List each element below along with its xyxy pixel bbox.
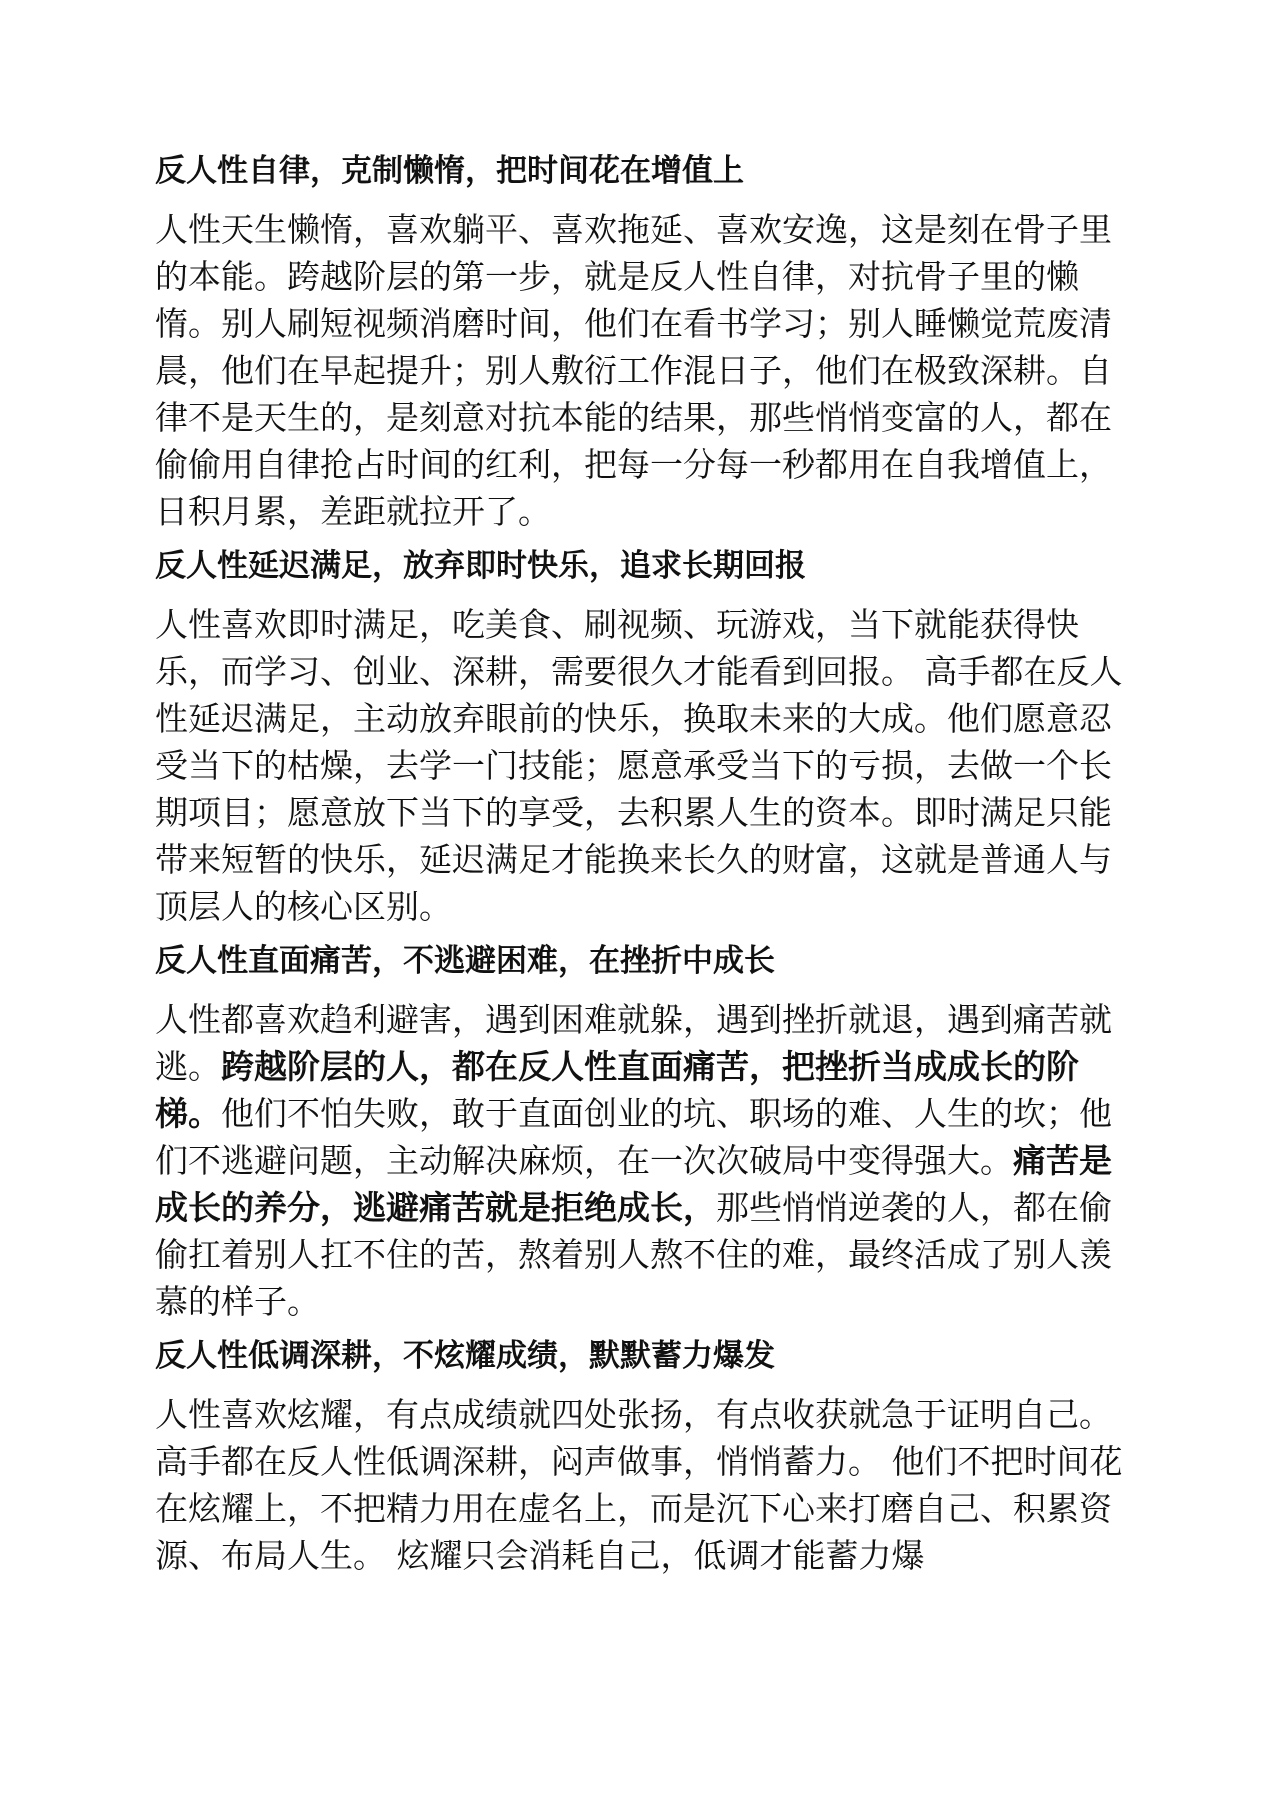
section-heading-self-discipline: 反人性自律，克制懒惰，把时间花在增值上 <box>155 153 744 189</box>
paragraph-text: 人性都喜欢趋利避害，遇到困难就躲，遇到挫折就退，遇到痛苦就逃。 <box>155 1000 1112 1086</box>
paragraph-emphasis: 跨越阶层的人，都在反人性直面痛苦，把挫折当成成长的阶梯。 <box>155 1047 1079 1133</box>
section-paragraph-face-pain <box>155 996 1123 1325</box>
document-page <box>155 148 1123 1587</box>
paragraph-text: 他们不怕失败，敢于直面创业的坑、职场的难、人生的坎；他们不逃避问题，主动解决麻烦，在一次次破局中变得强大。 <box>155 1094 1112 1180</box>
section-paragraph-low-profile: 人性喜欢炫耀，有点成绩就四处张扬，有点收获就急于证明自己。高手都在反人性低调深耕，闷声做事，悄悄蓄力。 他们不把时间花在炫耀上，不把精力用在虚名上，而是沉下心来打磨自己、积累资源、布局人生。 炫耀只会消耗自己，低调才能蓄力爆 <box>155 1395 1123 1575</box>
section-paragraph-delayed-gratification: 人性喜欢即时满足，吃美食、刷视频、玩游戏，当下就能获得快乐，而学习、创业、深耕，需要很久才能看到回报。 高手都在反人性延迟满足，主动放弃眼前的快乐，换取未来的大成。他们愿意忍受当下的枯燥，去学一门技能；愿意承受当下的亏损，去做一个长期项目；愿意放下当下的享受，去积累人生的资本。即时满足只能带来短暂的快乐，延迟满足才能换来长久的财富，这就是普通人与顶层人的核心区别。 <box>155 605 1123 926</box>
section-heading-low-profile: 反人性低调深耕，不炫耀成绩，默默蓄力爆发 <box>155 1338 775 1374</box>
section-heading-face-pain: 反人性直面痛苦，不逃避困难，在挫折中成长 <box>155 943 775 979</box>
paragraph-text: 那些悄悄逆袭的人，都在偷偷扛着别人扛不住的苦，熬着别人熬不住的难，最终活成了别人羡慕的样子。 <box>155 1188 1112 1321</box>
section-paragraph-self-discipline: 人性天生懒惰，喜欢躺平、喜欢拖延、喜欢安逸，这是刻在骨子里的本能。跨越阶层的第一步，就是反人性自律，对抗骨子里的懒惰。别人刷短视频消磨时间，他们在看书学习；别人睡懒觉荒废清晨，他们在早起提升；别人敷衍工作混日子，他们在极致深耕。自律不是天生的，是刻意对抗本能的结果，那些悄悄变富的人，都在偷偷用自律抢占时间的红利，把每一分每一秒都用在自我增值上，日积月累，差距就拉开了。 <box>155 210 1112 531</box>
paragraph-emphasis: 痛苦是成长的养分，逃避痛苦就是拒绝成长， <box>155 1141 1112 1227</box>
section-heading-delayed-gratification: 反人性延迟满足，放弃即时快乐，追求长期回报 <box>155 548 806 584</box>
